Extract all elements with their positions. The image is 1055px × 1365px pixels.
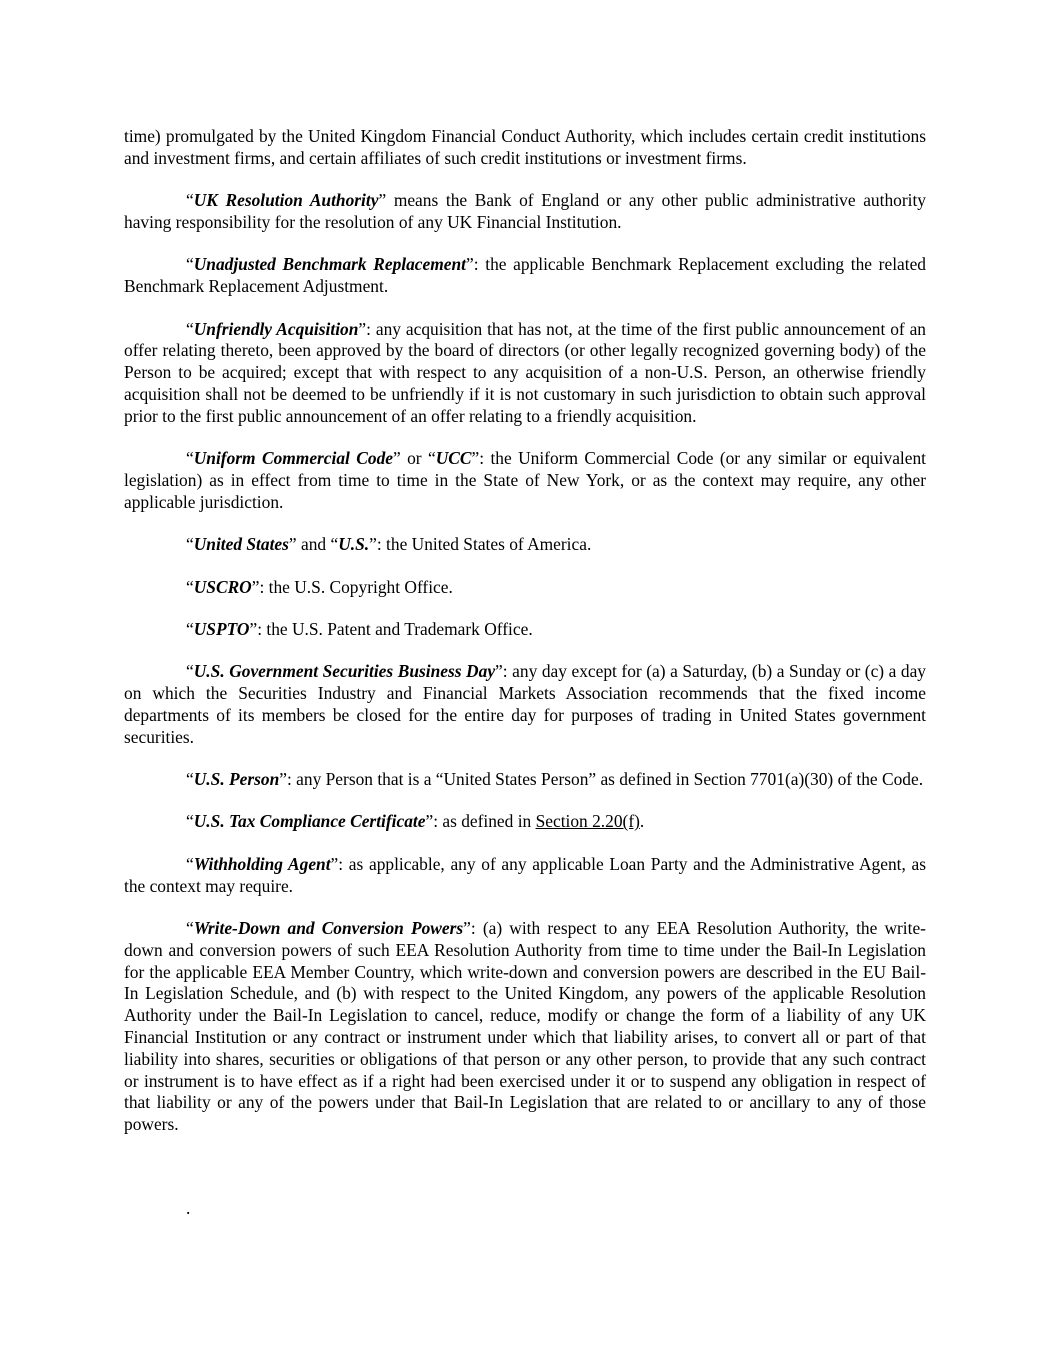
open-quote: “ [186, 661, 194, 682]
open-quote: “ [186, 448, 194, 469]
definition-uk-resolution-authority [124, 190, 926, 234]
defined-term: USPTO [193, 618, 250, 639]
close-quote: ” [495, 661, 503, 682]
close-quote: ” [369, 534, 377, 555]
defined-term-alias: U.S. [338, 534, 370, 555]
defined-term: Uniform Commercial Code [193, 448, 393, 469]
defined-term: USCRO [193, 576, 252, 597]
definition-text: : any acquisition that has not, at the time of the first public announcement of an offer relating thereto, been approved by the board of directors (or other legally recognized governing body) of the Person to be acquired; except that with respect to any acquisition of a non-U.S. Person, an otherwise friendly acquisition shall not be deemed to be unfriendly if it is not customary in such jurisdiction to obtain such approval prior to the first public announcement of an offer relating to a friendly acquisition. [124, 318, 926, 426]
definition-unfriendly-acquisition [124, 319, 926, 428]
close-quote: ” [392, 448, 401, 469]
definition-text: : the U.S. Patent and Trademark Office. [257, 618, 533, 639]
close-quote: ” [378, 190, 387, 211]
close-quote: ” [463, 918, 471, 939]
definition-text: : the Uniform Commercial Code (or any similar or equivalent legislation) as in effect from time to time in the State of New York, or as the context may require, any other applicable jurisdiction. [124, 448, 926, 512]
open-quote: “ [186, 853, 194, 874]
defined-term: Withholding Agent [193, 853, 331, 874]
open-quote: “ [186, 534, 194, 555]
defined-term-alias: UCC [435, 448, 472, 469]
open-quote: “ [186, 811, 194, 832]
definition-text: : the United States of America. [376, 534, 592, 555]
defined-term: Write-Down and Conversion Powers [193, 918, 464, 939]
term-joiner: and “ [296, 534, 339, 555]
definition-unadjusted-benchmark-replacement [124, 254, 926, 298]
definition-text: : as defined in [433, 811, 536, 832]
close-quote: ” [425, 811, 434, 832]
defined-term: U.S. Tax Compliance Certificate [193, 811, 426, 832]
definition-united-states [124, 534, 926, 556]
definition-text: : as applicable, any of any applicable Loan Party and the Administrative Agent, as the context may require. [124, 853, 927, 896]
defined-term: Unfriendly Acquisition [193, 318, 359, 339]
open-quote: “ [186, 190, 194, 211]
definition-us-tax-compliance-certificate [124, 811, 926, 833]
open-quote: “ [186, 576, 194, 597]
close-quote: ” [249, 618, 258, 639]
open-quote: “ [186, 769, 194, 790]
close-quote: ” [330, 853, 339, 874]
term-joiner: or “ [400, 448, 436, 469]
definition-uspto [124, 619, 926, 641]
close-quote: ” [471, 448, 480, 469]
defined-term: United States [193, 534, 289, 555]
trailing-period-mark: . [186, 1198, 191, 1218]
close-quote: ” [288, 534, 297, 555]
definition-text: : the applicable Benchmark Replacement excluding the related Benchmark Replacement Adjustment. [124, 254, 926, 297]
continuation-text: time) promulgated by the United Kingdom Financial Conduct Authority, which includes certain credit institutions and investment firms, and certain affiliates of such credit institutions or investment firms. [124, 126, 926, 168]
close-quote: ” [251, 576, 260, 597]
open-quote: “ [186, 318, 194, 339]
close-quote: ” [279, 769, 287, 790]
defined-term: UK Resolution Authority [193, 190, 379, 211]
open-quote: “ [186, 618, 194, 639]
definition-text: : the U.S. Copyright Office. [259, 576, 453, 597]
close-quote: ” [358, 318, 367, 339]
definition-uscro [124, 577, 926, 599]
defined-term: U.S. Government Securities Business Day [193, 661, 496, 682]
definition-text: : (a) with respect to any EEA Resolution Authority, the write-down and conversion powers of such EEA Resolution Authority from time to time under the Bail-In Legislation for the applicable EEA Member Country, which write-down and conversion powers are described in the EU Bail-In Legislation Schedule, and (b) with respect to the United Kingdom, any powers of the applicable Resolution Authority under the Bail-In Legislation to cancel, reduce, modify or change the form of a liability of any UK Financial Institution or any contract or instrument under which that liability arises, to convert all or part of that liability into shares, securities or obligations of that person or any other person, to provide that any such contract or instrument is to have effect as if a right had been exercised under it or to suspend any obligation in respect of that liability or any of the powers under that Bail-In Legislation that are related to or ancillary to any of those powers. [124, 918, 926, 1135]
definition-text: : any Person that is a “United States Person” as defined in Section 7701(a)(30) of the Code. [287, 769, 924, 790]
definition-uniform-commercial-code [124, 448, 926, 513]
open-quote: “ [186, 918, 194, 939]
open-quote: “ [186, 254, 194, 275]
defined-term: U.S. Person [193, 769, 280, 790]
definition-tail: . [639, 811, 645, 832]
definition-continuation [124, 126, 926, 170]
definition-text: : any day except for (a) a Saturday, (b) a Sunday or (c) a day on which the Securities Industry and Financial Markets Association recommends that the fixed income departments of its members be closed for the entire day for purposes of trading in United States government securities. [124, 661, 927, 747]
definition-write-down-and-conversion-powers [124, 918, 926, 1136]
document-page [124, 126, 926, 1157]
definition-withholding-agent [124, 854, 926, 898]
definition-us-person [124, 769, 926, 791]
section-reference-link[interactable]: Section 2.20(f) [535, 811, 640, 832]
defined-term: Unadjusted Benchmark Replacement [193, 254, 466, 275]
close-quote: ” [466, 254, 474, 275]
definition-text: means the Bank of England or any other public administrative authority having responsibility for the resolution of any UK Financial Institution. [124, 190, 926, 232]
definition-us-government-securities-business-day [124, 661, 926, 748]
